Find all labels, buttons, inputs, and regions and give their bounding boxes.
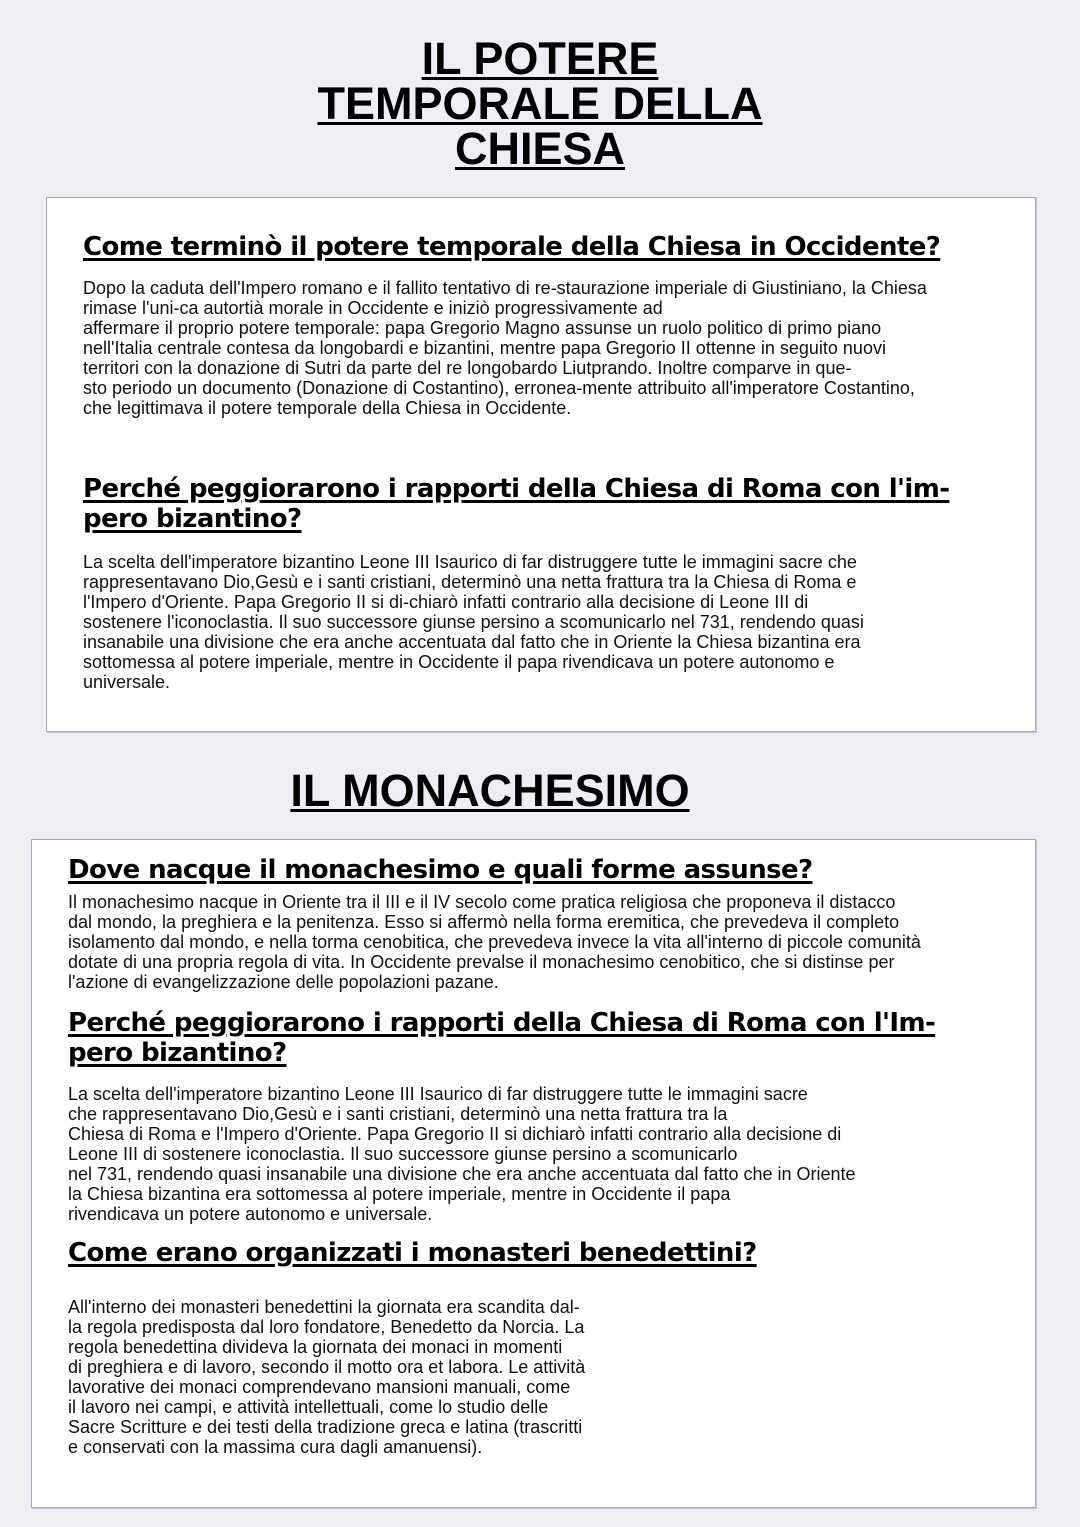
- text-line: insanabile una divisione che era anche accentuata dal fatto che in Oriente la Chiesa bizantina era: [83, 632, 861, 652]
- heading-line: pero bizantino?: [68, 1038, 287, 1068]
- text-line: che rappresentavano Dio,Gesù e i santi cristiani, determinò una netta frattura tra la: [68, 1104, 728, 1124]
- section-title-monachesimo: IL MONACHESIMO: [290, 765, 690, 816]
- text-line: All'interno dei monasteri benedettini la giornata era scandita dal-: [68, 1297, 580, 1317]
- text-line: di preghiera e di lavoro, secondo il motto ora et labora. Le attività: [68, 1357, 586, 1377]
- content-box-potere-temporale: [46, 197, 1036, 732]
- question-heading: Come erano organizzati i monasteri benedettini?: [68, 1238, 757, 1268]
- question-heading: [83, 474, 1028, 534]
- text-line: rappresentavano Dio,Gesù e i santi cristiani, determinò una netta frattura tra la Chiesa di Roma e: [83, 572, 857, 592]
- answer-paragraph: [68, 1084, 856, 1224]
- text-line: lavorative dei monaci comprendevano mansioni manuali, come: [68, 1377, 571, 1397]
- heading-line: pero bizantino?: [83, 504, 302, 534]
- text-line: dotate di una propria regola di vita. In Occidente prevalse il monachesimo cenobitico, che si distinse per: [68, 952, 895, 972]
- text-line: La scelta dell'imperatore bizantino Leone III Isaurico di far distruggere tutte le immagini sacre che: [83, 552, 857, 572]
- title-line: IL POTERE: [421, 33, 659, 84]
- text-line: la Chiesa bizantina era sottomessa al potere imperiale, mentre in Occidente il papa: [68, 1184, 731, 1204]
- question-heading: [68, 1008, 1028, 1068]
- text-line: sto periodo un documento (Donazione di Costantino), erronea-mente attribuito all'imperatore Costantino,: [83, 378, 915, 398]
- text-line: Sacre Scritture e dei testi della tradizione greca e latina (trascritti: [68, 1417, 583, 1437]
- section-title-potere-temporale: [0, 33, 1080, 174]
- text-line: Leone III di sostenere iconoclastia. Il suo successore giunse persino a scomunicarlo: [68, 1144, 738, 1164]
- title-line: TEMPORALE DELLA: [317, 78, 763, 129]
- text-line: Chiesa di Roma e l'Impero d'Oriente. Papa Gregorio II si dichiarò infatti contrario alla decisione di: [68, 1124, 842, 1144]
- text-line: che legittimava il potere temporale della Chiesa in Occidente.: [83, 398, 572, 418]
- text-line: la regola predisposta dal loro fondatore, Benedetto da Norcia. La: [68, 1317, 585, 1337]
- text-line: affermare il proprio potere temporale: papa Gregorio Magno assunse un ruolo politico di primo piano: [83, 318, 882, 338]
- text-line: nel 731, rendendo quasi insanabile una divisione che era anche accentuata dal fatto che in Oriente: [68, 1164, 856, 1184]
- question-heading: Come terminò il potere temporale della Chiesa in Occidente?: [83, 232, 941, 262]
- text-line: l'azione di evangelizzazione delle popolazioni pazane.: [68, 972, 499, 992]
- text-line: La scelta dell'imperatore bizantino Leone III Isaurico di far distruggere tutte le immagini sacre: [68, 1084, 808, 1104]
- heading-line: Perché peggiorarono i rapporti della Chiesa di Roma con l'im-: [83, 474, 950, 504]
- title-line: CHIESA: [454, 123, 626, 174]
- answer-paragraph: [68, 892, 921, 992]
- heading-line: Perché peggiorarono i rapporti della Chiesa di Roma con l'Im-: [68, 1008, 936, 1038]
- answer-paragraph: [83, 552, 864, 692]
- content-box-monachesimo: [31, 839, 1036, 1508]
- text-line: sostenere l'iconoclastia. Il suo successore giunse persino a scomunicarlo nel 731, rendendo quasi: [83, 612, 864, 632]
- text-line: Dopo la caduta dell'Impero romano e il fallito tentativo di re-staurazione imperiale di Giustiniano, la Chiesa: [83, 278, 927, 298]
- text-line: sottomessa al potere imperiale, mentre in Occidente il papa rivendicava un potere autonomo e: [83, 652, 835, 672]
- text-line: regola benedettina divideva la giornata dei monaci in momenti: [68, 1337, 563, 1357]
- answer-paragraph: [68, 1297, 585, 1457]
- text-line: Il monachesimo nacque in Oriente tra il III e il IV secolo come pratica religiosa che proponeva il distacco: [68, 892, 896, 912]
- text-line: il lavoro nei campi, e attività intellettuali, come lo studio delle: [68, 1397, 549, 1417]
- text-line: dal mondo, la preghiera e la penitenza. Esso si affermò nella forma eremitica, che prevedeva il completo: [68, 912, 900, 932]
- answer-paragraph: [83, 278, 927, 418]
- text-line: territori con la donazione di Sutri da parte del re longobardo Liutprando. Inoltre comparve in que-: [83, 358, 852, 378]
- text-line: isolamento dal mondo, e nella torma cenobitica, che prevedeva invece la vita all'interno di piccole comunità: [68, 932, 921, 952]
- question-heading: Dove nacque il monachesimo e quali forme assunse?: [68, 855, 813, 885]
- text-line: nell'Italia centrale contesa da longobardi e bizantini, mentre papa Gregorio II ottenne in seguito nuovi: [83, 338, 886, 358]
- text-line: rimase l'uni-ca autortià morale in Occidente e iniziò progressivamente ad: [83, 298, 663, 318]
- text-line: universale.: [83, 672, 171, 692]
- text-line: l'Impero d'Oriente. Papa Gregorio II si di-chiarò infatti contrario alla decisione di Leone III di: [83, 592, 809, 612]
- text-line: rivendicava un potere autonomo e universale.: [68, 1204, 433, 1224]
- text-line: e conservati con la massima cura dagli amanuensi).: [68, 1437, 483, 1457]
